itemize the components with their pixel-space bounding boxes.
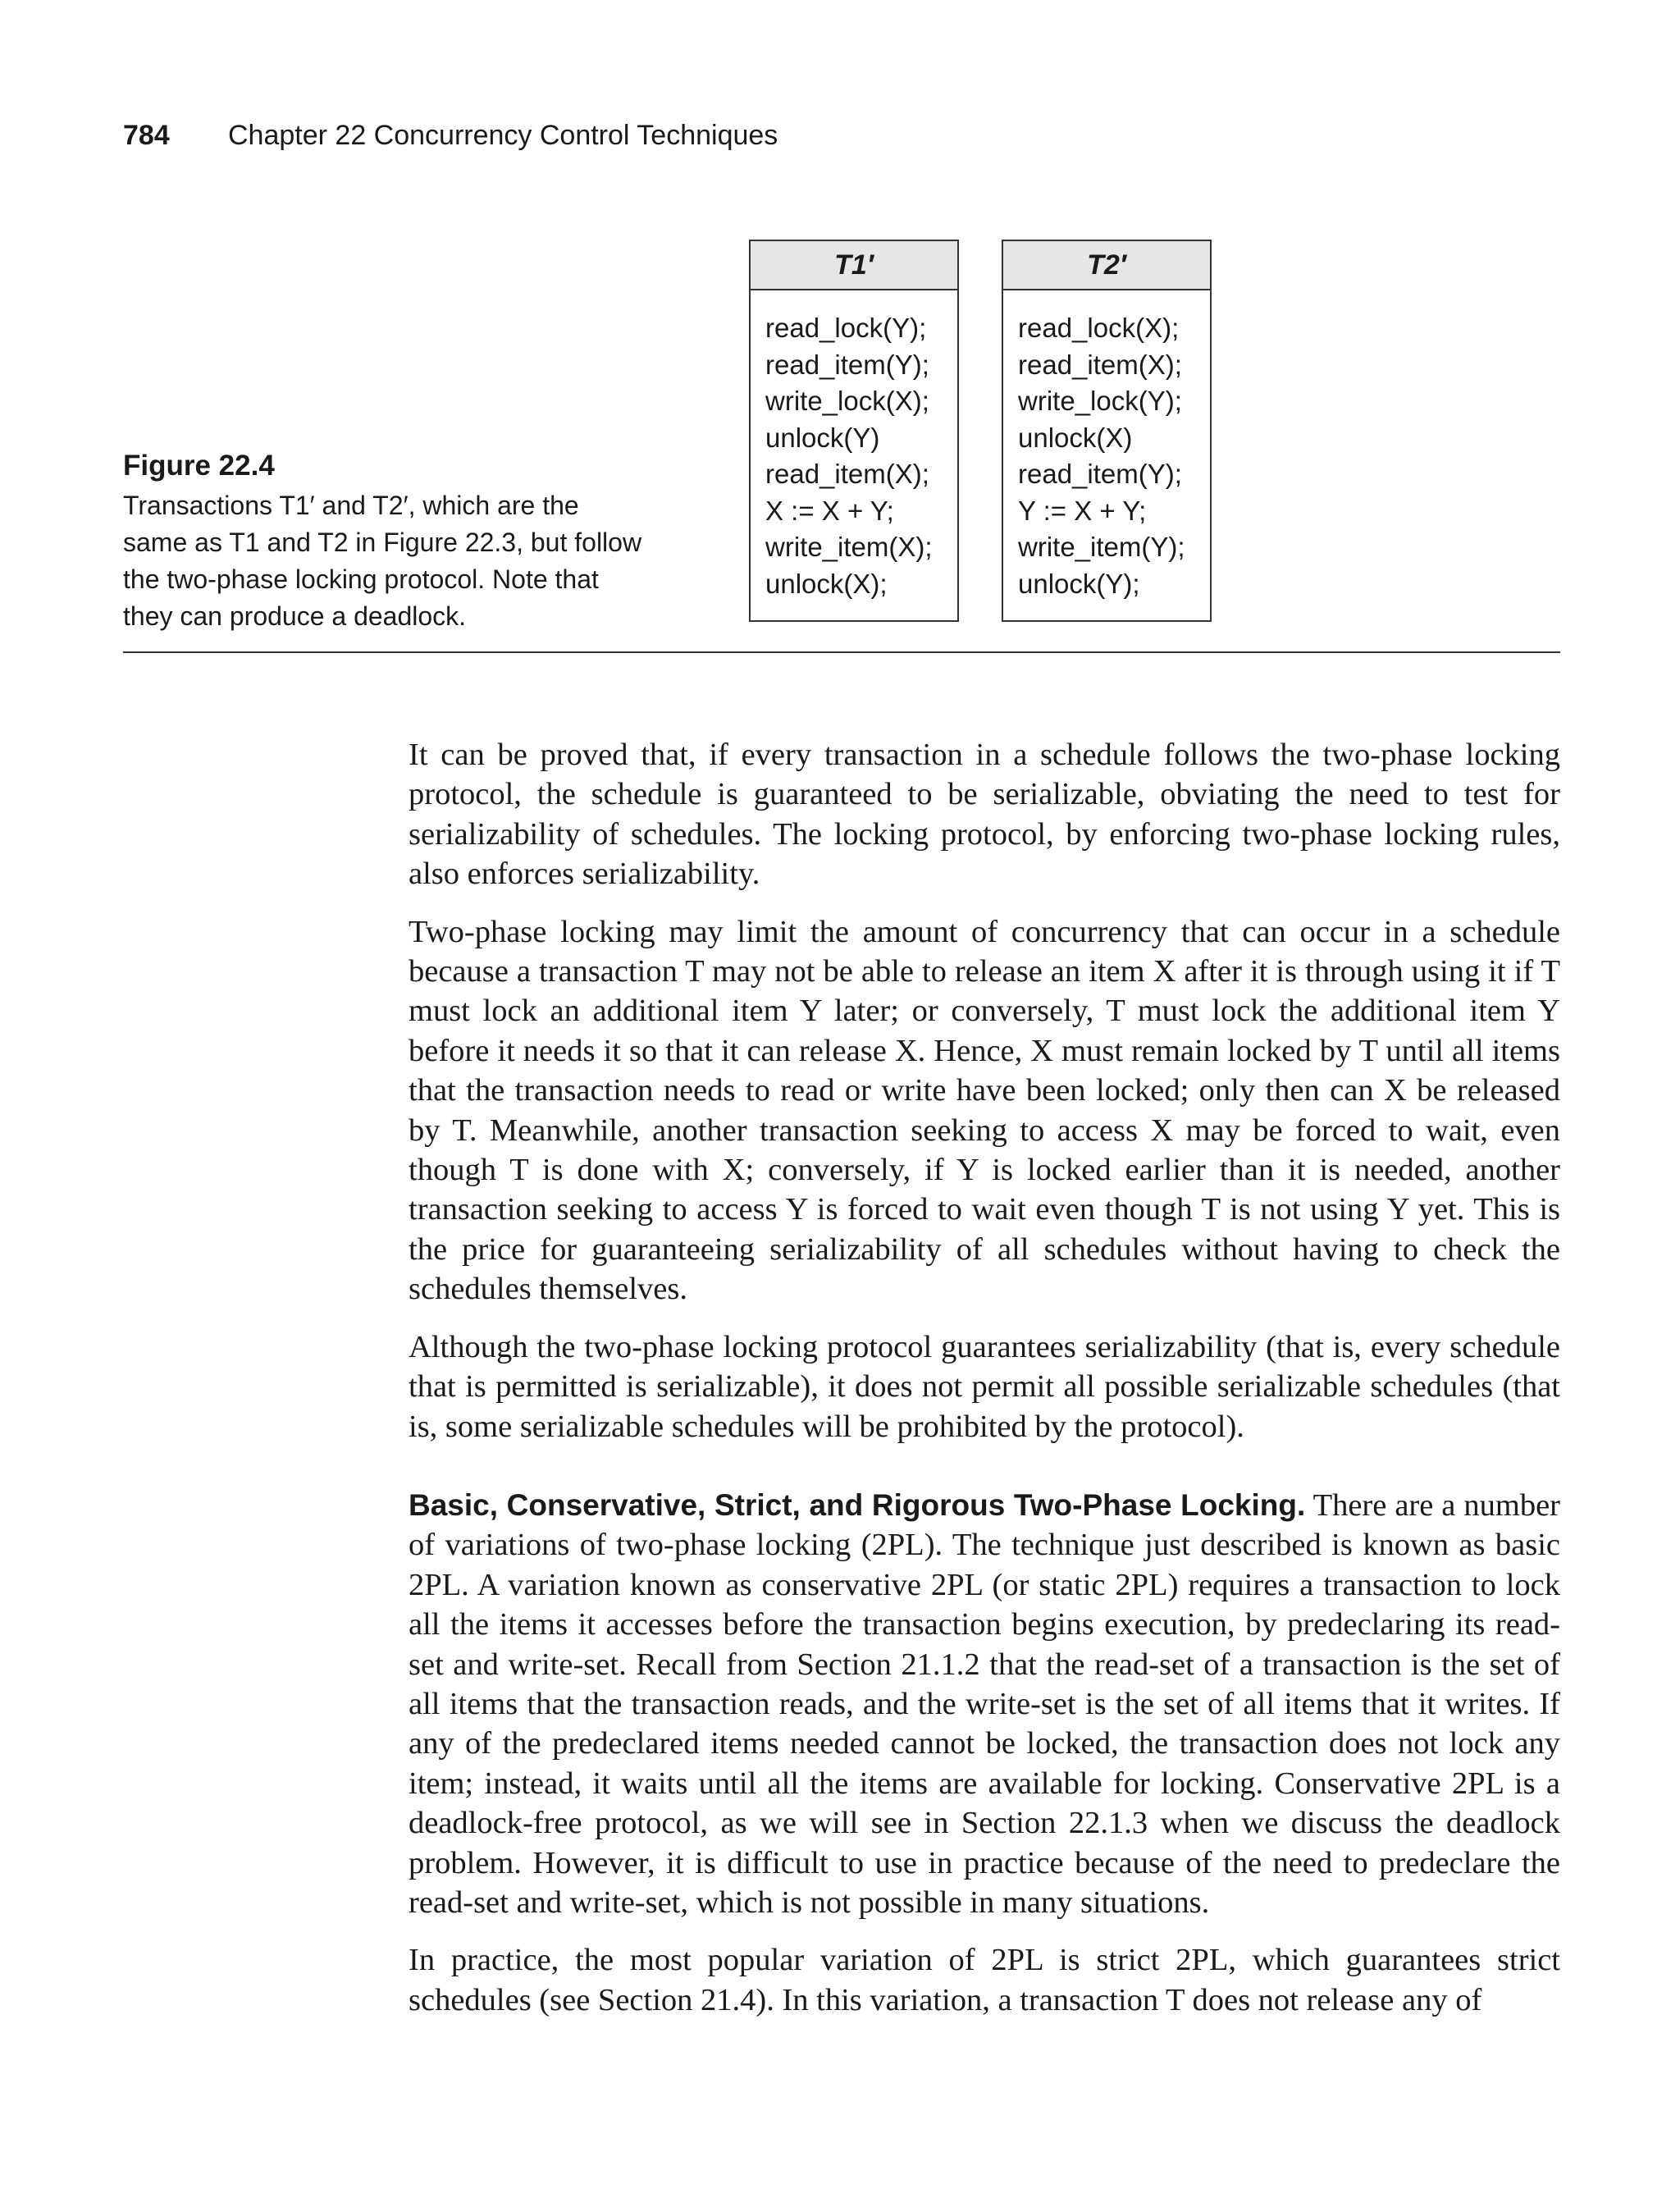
paragraph: Although the two-phase locking protocol guarantees serializability (that is, every schedule that is permitted is serializable), it does not permit all possible serializable schedules (that is, some serializable schedules will be prohibited by the protocol). bbox=[409, 1329, 1560, 1444]
transaction-t2-box bbox=[1002, 240, 1212, 622]
paragraph-text: There are a number of variations of two-phase locking (2PL). The technique just described is known as basic 2PL. A variation known as conservative 2PL (or static 2PL) requires a transaction to lock all the items it accesses before the transaction begins execution, by predeclaring its read-set and write-set. Recall from Section 21.1.2 that the read-set of a transaction is the set of all items that the transaction reads, and the write-set is the set of all items that it writes. If any of the predeclared items needed cannot be locked, the transaction does not lock any item; instead, it waits until all the items are available for locking. Conservative 2PL is a deadlock-free protocol, as we will see in Section 22.1.3 when we discuss the deadlock problem. However, it is difficult to use in practice because of the need to predeclare the read-set and write-set, which is not possible in many situations. bbox=[409, 1487, 1560, 1920]
section-paragraph bbox=[409, 1486, 1560, 1922]
code-line: unlock(Y); bbox=[1018, 568, 1140, 599]
figure-caption-text: Transactions T1′ and T2′, which are the same as T1 and T2 in Figure 22.3, but follow the two-phase locking protocol. Note that they can produce a deadlock. bbox=[123, 491, 642, 631]
chapter-title: Chapter 22 Concurrency Control Techniques bbox=[228, 120, 778, 151]
code-line: Y := X + Y; bbox=[1018, 495, 1147, 526]
figure-divider bbox=[123, 651, 1560, 653]
code-line: read_lock(X); bbox=[1018, 313, 1180, 343]
code-line: unlock(X) bbox=[1018, 422, 1133, 453]
transaction-t2-title: T2′ bbox=[1003, 241, 1210, 290]
code-line: X := X + Y; bbox=[765, 495, 894, 526]
paragraph: In practice, the most popular variation of 2PL is strict 2PL, which guarantees strict schedules (see Section 21.4). In this variation, a transaction T does not release any of bbox=[409, 1943, 1560, 2017]
code-line: unlock(X); bbox=[765, 568, 888, 599]
transaction-t2-lines bbox=[1003, 290, 1210, 602]
code-line: read_lock(Y); bbox=[765, 313, 927, 343]
code-line: read_item(X); bbox=[765, 459, 929, 489]
code-line: write_item(X); bbox=[765, 532, 933, 562]
code-line: write_lock(X); bbox=[765, 386, 929, 416]
page-number: 784 bbox=[123, 120, 170, 151]
paragraph: It can be proved that, if every transaction in a schedule follows the two-phase locking protocol, the schedule is guaranteed to be serializable, obviating the need to test for serializability of schedules. The locking protocol, by enforcing two-phase locking rules, also enforces serializability. bbox=[409, 738, 1560, 892]
code-line: write_lock(Y); bbox=[1018, 386, 1182, 416]
transaction-t1-title: T1′ bbox=[751, 241, 957, 290]
code-line: read_item(X); bbox=[1018, 349, 1182, 380]
running-header bbox=[123, 120, 778, 152]
transaction-t1-lines bbox=[751, 290, 957, 602]
code-line: unlock(Y) bbox=[765, 422, 880, 453]
code-line: read_item(Y); bbox=[1018, 459, 1182, 489]
code-line: read_item(Y); bbox=[765, 349, 929, 380]
figure-label: Figure 22.4 bbox=[123, 450, 275, 482]
body-text bbox=[409, 735, 1560, 2020]
transaction-t1-box bbox=[749, 240, 959, 622]
figure-caption bbox=[123, 450, 648, 635]
code-line: write_item(Y); bbox=[1018, 532, 1185, 562]
paragraph: Two-phase locking may limit the amount of concurrency that can occur in a schedule because a transaction T may not be able to release an item X after it is through using it if T must lock an additional item Y later; or conversely, T must lock the additional item Y before it needs it so that it can release X. Hence, X must remain locked by T until all items that the transaction needs to read or write have been locked; only then can X be released by T. Meanwhile, another transaction seeking to access X may be forced to wait, even though T is done with X; conversely, if Y is locked earlier than it is needed, another transaction seeking to access Y is forced to wait even though T is not using Y yet. This is the price for guaranteeing serializability of all schedules without having to check the schedules themselves. bbox=[409, 914, 1560, 1307]
section-heading: Basic, Conservative, Strict, and Rigorous Two-Phase Locking. bbox=[409, 1487, 1306, 1522]
